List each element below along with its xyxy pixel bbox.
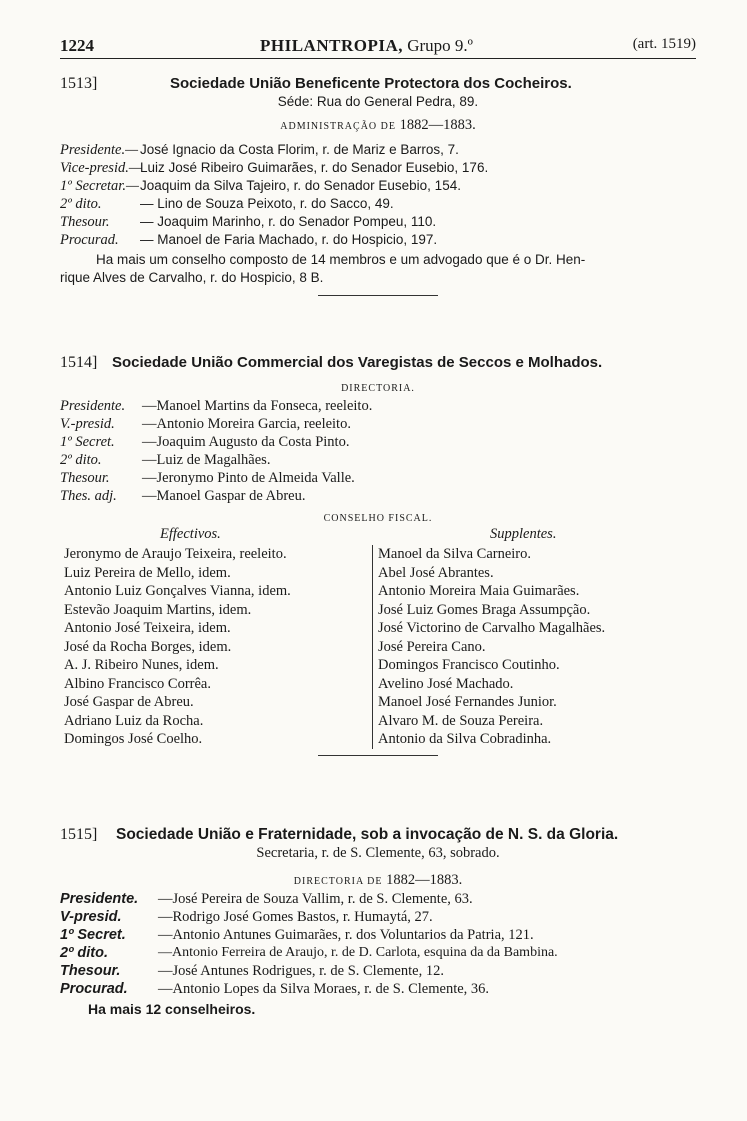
list-item: A. J. Ribeiro Nunes, idem. <box>64 657 219 673</box>
officer-row <box>60 908 696 926</box>
entry-heading <box>60 75 696 93</box>
entry-title: Sociedade União Commercial dos Varegistas de Seccos e Molhados. <box>112 354 603 371</box>
entry-address: Secretaria, r. de S. Clemente, 63, sobrado. <box>256 844 500 861</box>
officer-role: Thesour. <box>60 962 121 979</box>
entry-note <box>60 251 696 287</box>
list-item: Manoel José Fernandes Junior. <box>378 694 557 710</box>
list-item: Antonio Moreira Maia Guimarães. <box>378 583 580 599</box>
officer-details: —Antonio Lopes da Silva Moraes, r. de S. Clemente, 36. <box>158 980 490 997</box>
running-header <box>60 36 696 59</box>
entry-address: Séde: Rua do General Pedra, 89. <box>277 94 479 109</box>
officer-details: —Rodrigo José Gomes Bastos, r. Humaytá, 27. <box>158 908 433 925</box>
officer-row <box>60 980 696 998</box>
list-item: Avelino José Machado. <box>378 675 514 692</box>
list-item: Abel José Abrantes. <box>378 564 494 581</box>
entry-title: Sociedade União e Fraternidade, sob a invocação de N. S. da Gloria. <box>116 825 619 843</box>
fiscal-column-headers <box>60 526 696 543</box>
officer-details: —Antonio Ferreira de Araujo, r. de D. Carlota, esquina da da Bambina. <box>158 944 558 960</box>
list-item: José Victorino de Carvalho Magalhães. <box>378 620 606 636</box>
officer-role: 2º dito. <box>60 452 102 468</box>
officer-row <box>60 195 696 213</box>
entry-number: 1513] <box>60 75 98 92</box>
administration-caption: ADMINISTRAÇÃO DE <box>280 121 396 132</box>
list-item: Adriano Luiz da Rocha. <box>64 712 204 729</box>
officer-role: Presidente. <box>60 398 126 414</box>
officer-row <box>60 231 696 249</box>
fiscal-council-label: CONSELHO FISCAL. <box>323 513 433 524</box>
list-item: Alvaro M. de Souza Pereira. <box>378 712 544 729</box>
officer-row <box>60 141 696 159</box>
section-divider <box>318 295 438 296</box>
list-item: Antonio da Silva Cobradinha. <box>378 731 552 747</box>
section-divider <box>318 755 438 756</box>
officer-role: 2º dito. <box>60 944 108 961</box>
officer-role: Thesour. <box>60 214 110 230</box>
entry-number: 1515] <box>60 825 98 843</box>
fiscal-council-table <box>60 545 696 749</box>
board-years: 1882—1883. <box>386 871 463 888</box>
entry-1513 <box>60 75 696 296</box>
note-line: rique Alves de Carvalho, r. do Hospicio, 8 B. <box>60 270 324 285</box>
officer-details: —José Antunes Rodrigues, r. de S. Clemente, 12. <box>158 962 444 979</box>
note-line: Ha mais um conselho composto de 14 membros e um advogado que é o Dr. Hen- <box>96 252 586 267</box>
officer-row <box>60 397 696 415</box>
effective-column <box>60 545 373 749</box>
officer-details: Joaquim da Silva Tajeiro, r. do Senador Eusebio, 154. <box>140 178 461 193</box>
entry-heading <box>60 354 696 372</box>
officer-row <box>60 469 696 487</box>
officer-role: 1º Secret. <box>60 434 115 450</box>
list-item: José Luiz Gomes Braga Assumpção. <box>378 601 591 618</box>
running-title-group: Grupo 9.º <box>407 36 473 55</box>
officer-details: — Manoel de Faria Machado, r. do Hospicio, 197. <box>140 232 438 247</box>
list-item: Antonio Luiz Gonçalves Vianna, idem. <box>64 583 291 599</box>
officer-list <box>60 141 696 249</box>
officer-role: 1º Secretar.— <box>60 178 139 194</box>
officer-details: —Manoel Martins da Fonseca, reeleito. <box>142 398 373 414</box>
running-title <box>260 36 473 56</box>
administration-label <box>60 117 696 134</box>
officer-list <box>60 397 696 505</box>
board-caption: DIRECTORIA DE <box>293 875 383 887</box>
officer-details: —Antonio Moreira Garcia, reeleito. <box>142 416 351 432</box>
entry-number: 1514] <box>60 354 98 371</box>
list-item: Luiz Pereira de Mello, idem. <box>64 564 231 581</box>
officer-role: Presidente.— <box>60 142 138 158</box>
officer-details: —José Pereira de Souza Vallim, r. de S. Clemente, 63. <box>158 890 473 907</box>
officer-row <box>60 159 696 177</box>
list-item: Domingos Francisco Coutinho. <box>378 657 560 673</box>
list-item: Jeronymo de Araujo Teixeira, reeleito. <box>64 546 287 562</box>
officer-row <box>60 890 696 908</box>
officer-details: —Luiz de Magalhães. <box>142 452 271 468</box>
officer-details: — Lino de Souza Peixoto, r. do Sacco, 49. <box>140 196 394 211</box>
officer-role: Thesour. <box>60 470 110 486</box>
officer-role: V.-presid. <box>60 416 115 432</box>
list-item: Manoel da Silva Carneiro. <box>378 546 532 562</box>
entry-title: Sociedade União Beneficente Protectora dos Cocheiros. <box>170 75 572 92</box>
officer-role: Thes. adj. <box>60 488 117 504</box>
officer-row <box>60 926 696 944</box>
page <box>60 36 696 1017</box>
list-item: Antonio José Teixeira, idem. <box>64 620 231 636</box>
list-item: Estevão Joaquim Martins, idem. <box>64 601 252 618</box>
officer-role: Vice-presid.— <box>60 160 142 176</box>
officer-role: V-presid. <box>60 908 122 925</box>
officer-list <box>60 890 696 998</box>
officer-role: Procurad. <box>60 232 119 248</box>
officer-role: 2º dito. <box>60 196 102 212</box>
officer-details: —Jeronymo Pinto de Almeida Valle. <box>142 470 355 486</box>
list-item: José Pereira Cano. <box>378 638 486 655</box>
officer-row <box>60 213 696 231</box>
page-number: 1224 <box>60 36 94 55</box>
board-label: DIRECTORIA. <box>341 383 415 394</box>
entry-note: Ha mais 12 conselheiros. <box>88 1000 256 1017</box>
officer-details: —Antonio Antunes Guimarães, r. dos Voluntarios da Patria, 121. <box>158 926 534 943</box>
entry-1514 <box>60 354 696 756</box>
officer-row <box>60 433 696 451</box>
officer-row <box>60 415 696 433</box>
substitute-column <box>373 545 605 749</box>
list-item: José Gaspar de Abreu. <box>64 694 194 710</box>
article-reference: (art. 1519) <box>632 36 696 52</box>
entry-1515 <box>60 826 696 1017</box>
list-item: Albino Francisco Corrêa. <box>64 675 211 692</box>
list-item: Domingos José Coelho. <box>64 731 203 747</box>
officer-details: Luiz José Ribeiro Guimarães, r. do Senador Eusebio, 176. <box>140 160 489 175</box>
list-item: José da Rocha Borges, idem. <box>64 638 232 655</box>
officer-row <box>60 944 696 962</box>
officer-row <box>60 487 696 505</box>
officer-details: — Joaquim Marinho, r. do Senador Pompeu, 110. <box>140 214 437 229</box>
officer-row <box>60 177 696 195</box>
officer-role: Presidente. <box>60 890 139 907</box>
running-title-main: PHILANTROPIA, <box>260 36 403 55</box>
officer-details: —Joaquim Augusto da Costa Pinto. <box>142 434 350 450</box>
officer-row <box>60 451 696 469</box>
substitute-header: Supplentes. <box>490 526 557 542</box>
officer-row <box>60 962 696 980</box>
administration-years: 1882—1883. <box>399 117 476 133</box>
officer-role: 1º Secret. <box>60 926 126 943</box>
officer-details: José Ignacio da Costa Florim, r. de Mariz e Barros, 7. <box>140 142 459 157</box>
entry-heading <box>60 826 696 844</box>
officer-role: Procurad. <box>60 980 128 997</box>
board-label <box>60 872 696 889</box>
officer-details: —Manoel Gaspar de Abreu. <box>142 488 306 504</box>
effective-header: Effectivos. <box>160 526 221 542</box>
